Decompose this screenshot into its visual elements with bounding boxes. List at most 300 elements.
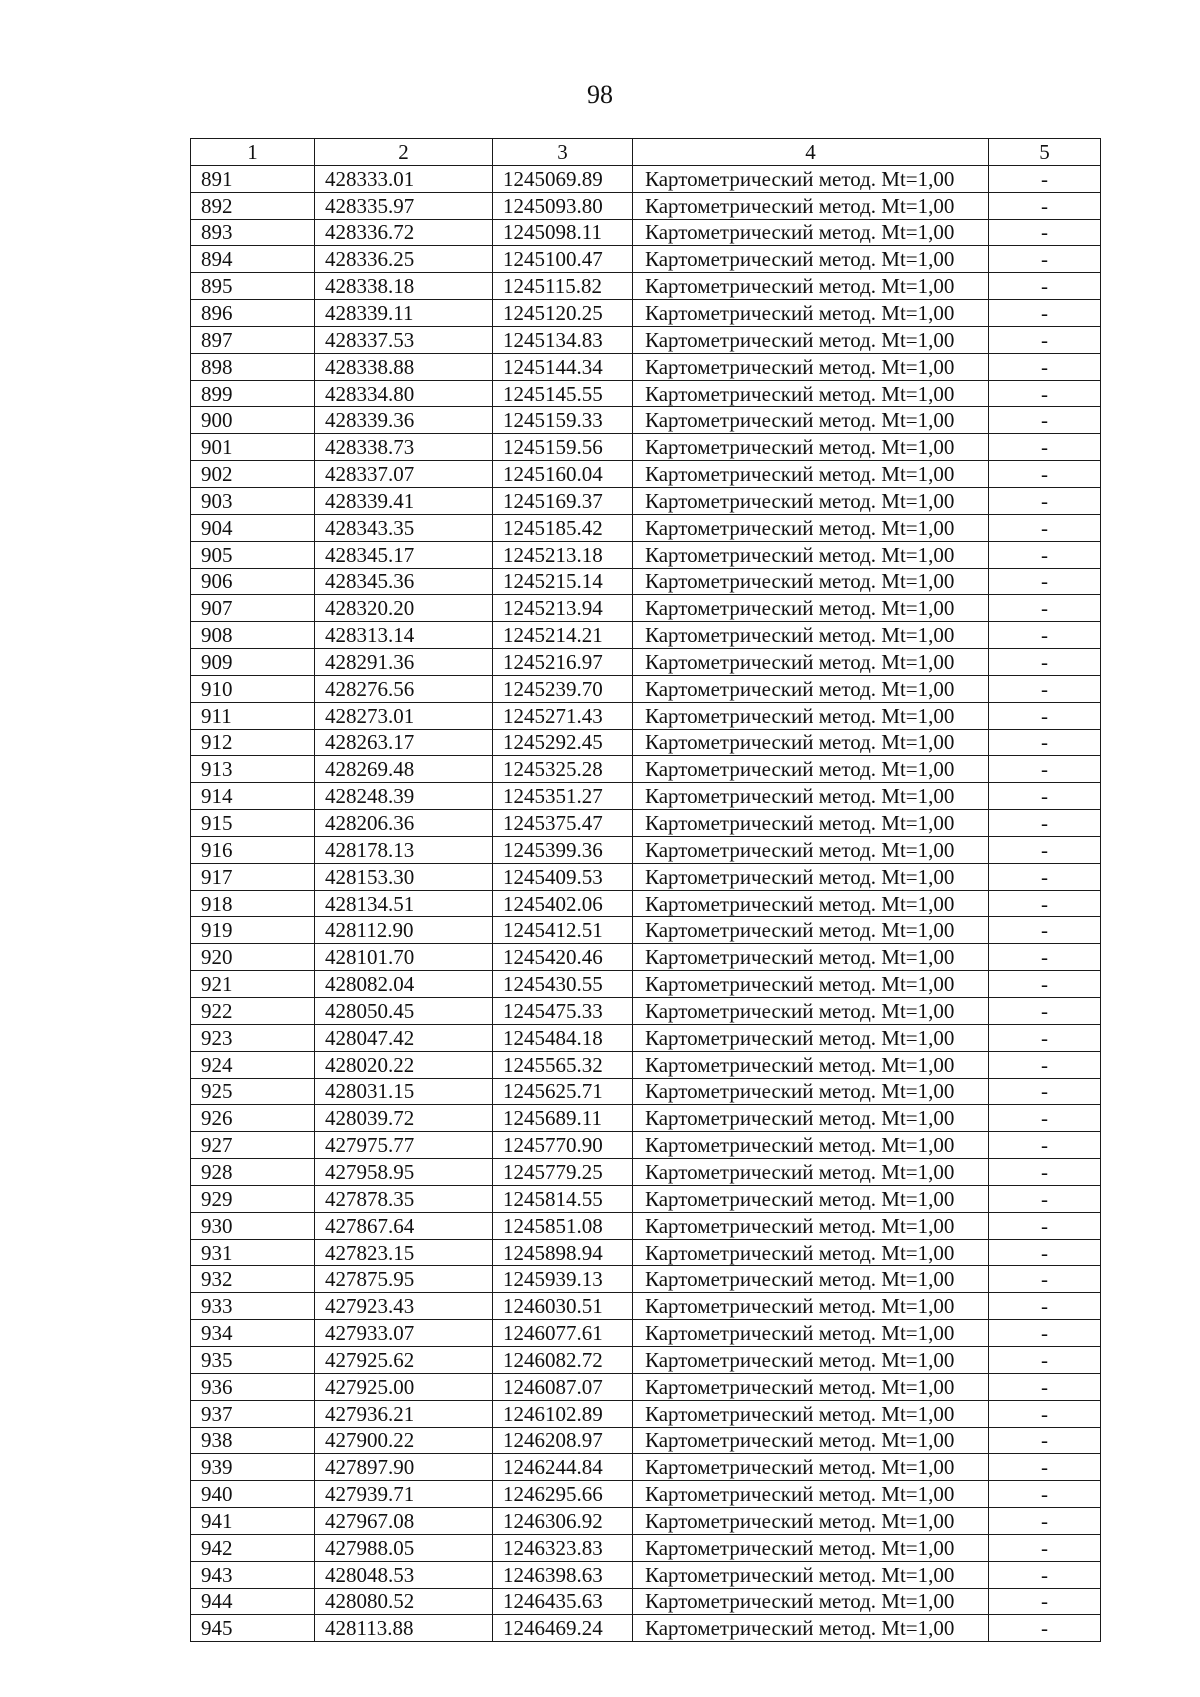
point-number-cell: 930 bbox=[191, 1212, 315, 1239]
method-cell: Картометрический метод. Mt=1,00 bbox=[633, 353, 989, 380]
remark-cell: - bbox=[989, 461, 1101, 488]
y-coordinate-cell: 1245292.45 bbox=[493, 729, 633, 756]
point-number-cell: 940 bbox=[191, 1481, 315, 1508]
x-coordinate-cell: 428269.48 bbox=[315, 756, 493, 783]
remark-cell: - bbox=[989, 1346, 1101, 1373]
method-cell: Картометрический метод. Mt=1,00 bbox=[633, 487, 989, 514]
remark-cell: - bbox=[989, 971, 1101, 998]
x-coordinate-cell: 427867.64 bbox=[315, 1212, 493, 1239]
table-row bbox=[191, 622, 1101, 649]
x-coordinate-cell: 428313.14 bbox=[315, 622, 493, 649]
x-coordinate-cell: 427925.00 bbox=[315, 1373, 493, 1400]
y-coordinate-cell: 1245412.51 bbox=[493, 917, 633, 944]
method-cell: Картометрический метод. Mt=1,00 bbox=[633, 514, 989, 541]
method-cell: Картометрический метод. Mt=1,00 bbox=[633, 219, 989, 246]
table-row bbox=[191, 1373, 1101, 1400]
y-coordinate-cell: 1245402.06 bbox=[493, 890, 633, 917]
table-row bbox=[191, 729, 1101, 756]
table-row bbox=[191, 783, 1101, 810]
method-cell: Картометрический метод. Mt=1,00 bbox=[633, 756, 989, 783]
table-row bbox=[191, 1024, 1101, 1051]
x-coordinate-cell: 428339.11 bbox=[315, 300, 493, 327]
table-row bbox=[191, 917, 1101, 944]
x-coordinate-cell: 427923.43 bbox=[315, 1293, 493, 1320]
x-coordinate-cell: 428113.88 bbox=[315, 1615, 493, 1642]
point-number-cell: 938 bbox=[191, 1427, 315, 1454]
method-cell: Картометрический метод. Mt=1,00 bbox=[633, 300, 989, 327]
method-cell: Картометрический метод. Mt=1,00 bbox=[633, 1051, 989, 1078]
x-coordinate-cell: 428337.53 bbox=[315, 326, 493, 353]
y-coordinate-cell: 1246208.97 bbox=[493, 1427, 633, 1454]
y-coordinate-cell: 1245215.14 bbox=[493, 568, 633, 595]
remark-cell: - bbox=[989, 1239, 1101, 1266]
point-number-cell: 893 bbox=[191, 219, 315, 246]
remark-cell: - bbox=[989, 756, 1101, 783]
table-row bbox=[191, 702, 1101, 729]
header-col-5: 5 bbox=[989, 139, 1101, 166]
table-row bbox=[191, 380, 1101, 407]
y-coordinate-cell: 1246087.07 bbox=[493, 1373, 633, 1400]
point-number-cell: 920 bbox=[191, 944, 315, 971]
method-cell: Картометрический метод. Mt=1,00 bbox=[633, 1454, 989, 1481]
point-number-cell: 933 bbox=[191, 1293, 315, 1320]
y-coordinate-cell: 1246295.66 bbox=[493, 1481, 633, 1508]
x-coordinate-cell: 427900.22 bbox=[315, 1427, 493, 1454]
method-cell: Картометрический метод. Mt=1,00 bbox=[633, 1078, 989, 1105]
y-coordinate-cell: 1246306.92 bbox=[493, 1508, 633, 1535]
page-number: 98 bbox=[587, 80, 613, 109]
remark-cell: - bbox=[989, 622, 1101, 649]
y-coordinate-cell: 1246323.83 bbox=[493, 1534, 633, 1561]
method-cell: Картометрический метод. Mt=1,00 bbox=[633, 917, 989, 944]
remark-cell: - bbox=[989, 1454, 1101, 1481]
method-cell: Картометрический метод. Mt=1,00 bbox=[633, 1159, 989, 1186]
method-cell: Картометрический метод. Mt=1,00 bbox=[633, 649, 989, 676]
table-row bbox=[191, 541, 1101, 568]
method-cell: Картометрический метод. Mt=1,00 bbox=[633, 407, 989, 434]
y-coordinate-cell: 1245409.53 bbox=[493, 863, 633, 890]
remark-cell: - bbox=[989, 649, 1101, 676]
table-row bbox=[191, 514, 1101, 541]
point-number-cell: 944 bbox=[191, 1588, 315, 1615]
y-coordinate-cell: 1246244.84 bbox=[493, 1454, 633, 1481]
x-coordinate-cell: 427897.90 bbox=[315, 1454, 493, 1481]
x-coordinate-cell: 428337.07 bbox=[315, 461, 493, 488]
method-cell: Картометрический метод. Mt=1,00 bbox=[633, 1132, 989, 1159]
remark-cell: - bbox=[989, 1293, 1101, 1320]
x-coordinate-cell: 428273.01 bbox=[315, 702, 493, 729]
remark-cell: - bbox=[989, 729, 1101, 756]
y-coordinate-cell: 1245185.42 bbox=[493, 514, 633, 541]
method-cell: Картометрический метод. Mt=1,00 bbox=[633, 944, 989, 971]
table-row bbox=[191, 1051, 1101, 1078]
point-number-cell: 905 bbox=[191, 541, 315, 568]
table-row bbox=[191, 434, 1101, 461]
y-coordinate-cell: 1245689.11 bbox=[493, 1105, 633, 1132]
table-row bbox=[191, 1481, 1101, 1508]
table-row bbox=[191, 890, 1101, 917]
x-coordinate-cell: 428335.97 bbox=[315, 192, 493, 219]
x-coordinate-cell: 428048.53 bbox=[315, 1561, 493, 1588]
method-cell: Картометрический метод. Mt=1,00 bbox=[633, 1346, 989, 1373]
point-number-cell: 941 bbox=[191, 1508, 315, 1535]
remark-cell: - bbox=[989, 246, 1101, 273]
remark-cell: - bbox=[989, 1212, 1101, 1239]
y-coordinate-cell: 1245271.43 bbox=[493, 702, 633, 729]
table-row bbox=[191, 1427, 1101, 1454]
point-number-cell: 926 bbox=[191, 1105, 315, 1132]
point-number-cell: 937 bbox=[191, 1400, 315, 1427]
x-coordinate-cell: 428112.90 bbox=[315, 917, 493, 944]
y-coordinate-cell: 1245351.27 bbox=[493, 783, 633, 810]
remark-cell: - bbox=[989, 1266, 1101, 1293]
point-number-cell: 942 bbox=[191, 1534, 315, 1561]
table-row bbox=[191, 461, 1101, 488]
x-coordinate-cell: 428333.01 bbox=[315, 165, 493, 192]
remark-cell: - bbox=[989, 1588, 1101, 1615]
coordinates-table bbox=[190, 138, 1101, 1642]
point-number-cell: 903 bbox=[191, 487, 315, 514]
table-row bbox=[191, 219, 1101, 246]
method-cell: Картометрический метод. Mt=1,00 bbox=[633, 1561, 989, 1588]
point-number-cell: 919 bbox=[191, 917, 315, 944]
y-coordinate-cell: 1246030.51 bbox=[493, 1293, 633, 1320]
remark-cell: - bbox=[989, 1534, 1101, 1561]
y-coordinate-cell: 1245484.18 bbox=[493, 1024, 633, 1051]
point-number-cell: 918 bbox=[191, 890, 315, 917]
x-coordinate-cell: 428248.39 bbox=[315, 783, 493, 810]
table-row bbox=[191, 863, 1101, 890]
method-cell: Картометрический метод. Mt=1,00 bbox=[633, 461, 989, 488]
header-col-1: 1 bbox=[191, 139, 315, 166]
point-number-cell: 917 bbox=[191, 863, 315, 890]
y-coordinate-cell: 1245216.97 bbox=[493, 649, 633, 676]
y-coordinate-cell: 1245159.33 bbox=[493, 407, 633, 434]
point-number-cell: 907 bbox=[191, 595, 315, 622]
method-cell: Картометрический метод. Mt=1,00 bbox=[633, 1239, 989, 1266]
x-coordinate-cell: 428031.15 bbox=[315, 1078, 493, 1105]
x-coordinate-cell: 427925.62 bbox=[315, 1346, 493, 1373]
table-row bbox=[191, 998, 1101, 1025]
table-row bbox=[191, 595, 1101, 622]
y-coordinate-cell: 1245144.34 bbox=[493, 353, 633, 380]
table-header-row bbox=[191, 139, 1101, 166]
point-number-cell: 931 bbox=[191, 1239, 315, 1266]
remark-cell: - bbox=[989, 1400, 1101, 1427]
table-row bbox=[191, 246, 1101, 273]
method-cell: Картометрический метод. Mt=1,00 bbox=[633, 1105, 989, 1132]
y-coordinate-cell: 1246082.72 bbox=[493, 1346, 633, 1373]
remark-cell: - bbox=[989, 192, 1101, 219]
table-row bbox=[191, 944, 1101, 971]
remark-cell: - bbox=[989, 353, 1101, 380]
point-number-cell: 925 bbox=[191, 1078, 315, 1105]
method-cell: Картометрический метод. Mt=1,00 bbox=[633, 702, 989, 729]
table-row bbox=[191, 1185, 1101, 1212]
y-coordinate-cell: 1245851.08 bbox=[493, 1212, 633, 1239]
y-coordinate-cell: 1245814.55 bbox=[493, 1185, 633, 1212]
remark-cell: - bbox=[989, 326, 1101, 353]
point-number-cell: 908 bbox=[191, 622, 315, 649]
x-coordinate-cell: 428338.18 bbox=[315, 273, 493, 300]
method-cell: Картометрический метод. Mt=1,00 bbox=[633, 1212, 989, 1239]
y-coordinate-cell: 1245169.37 bbox=[493, 487, 633, 514]
table-row bbox=[191, 756, 1101, 783]
y-coordinate-cell: 1245115.82 bbox=[493, 273, 633, 300]
remark-cell: - bbox=[989, 917, 1101, 944]
point-number-cell: 912 bbox=[191, 729, 315, 756]
method-cell: Картометрический метод. Mt=1,00 bbox=[633, 595, 989, 622]
point-number-cell: 904 bbox=[191, 514, 315, 541]
method-cell: Картометрический метод. Mt=1,00 bbox=[633, 729, 989, 756]
method-cell: Картометрический метод. Mt=1,00 bbox=[633, 1266, 989, 1293]
method-cell: Картометрический метод. Mt=1,00 bbox=[633, 675, 989, 702]
method-cell: Картометрический метод. Mt=1,00 bbox=[633, 1400, 989, 1427]
x-coordinate-cell: 428134.51 bbox=[315, 890, 493, 917]
y-coordinate-cell: 1245770.90 bbox=[493, 1132, 633, 1159]
table-row bbox=[191, 273, 1101, 300]
x-coordinate-cell: 428050.45 bbox=[315, 998, 493, 1025]
table-row bbox=[191, 1078, 1101, 1105]
x-coordinate-cell: 428082.04 bbox=[315, 971, 493, 998]
method-cell: Картометрический метод. Mt=1,00 bbox=[633, 541, 989, 568]
point-number-cell: 902 bbox=[191, 461, 315, 488]
y-coordinate-cell: 1246077.61 bbox=[493, 1320, 633, 1347]
x-coordinate-cell: 428339.41 bbox=[315, 487, 493, 514]
y-coordinate-cell: 1245239.70 bbox=[493, 675, 633, 702]
table-row bbox=[191, 1588, 1101, 1615]
point-number-cell: 939 bbox=[191, 1454, 315, 1481]
point-number-cell: 928 bbox=[191, 1159, 315, 1186]
method-cell: Картометрический метод. Mt=1,00 bbox=[633, 434, 989, 461]
method-cell: Картометрический метод. Mt=1,00 bbox=[633, 1293, 989, 1320]
remark-cell: - bbox=[989, 434, 1101, 461]
remark-cell: - bbox=[989, 380, 1101, 407]
y-coordinate-cell: 1245214.21 bbox=[493, 622, 633, 649]
table-row bbox=[191, 1561, 1101, 1588]
x-coordinate-cell: 428039.72 bbox=[315, 1105, 493, 1132]
point-number-cell: 921 bbox=[191, 971, 315, 998]
x-coordinate-cell: 428334.80 bbox=[315, 380, 493, 407]
point-number-cell: 936 bbox=[191, 1373, 315, 1400]
point-number-cell: 899 bbox=[191, 380, 315, 407]
point-number-cell: 911 bbox=[191, 702, 315, 729]
table-row bbox=[191, 1346, 1101, 1373]
table-row bbox=[191, 1454, 1101, 1481]
point-number-cell: 898 bbox=[191, 353, 315, 380]
method-cell: Картометрический метод. Mt=1,00 bbox=[633, 165, 989, 192]
header-col-3: 3 bbox=[493, 139, 633, 166]
point-number-cell: 945 bbox=[191, 1615, 315, 1642]
x-coordinate-cell: 428336.25 bbox=[315, 246, 493, 273]
table-row bbox=[191, 675, 1101, 702]
x-coordinate-cell: 427823.15 bbox=[315, 1239, 493, 1266]
method-cell: Картометрический метод. Mt=1,00 bbox=[633, 246, 989, 273]
point-number-cell: 901 bbox=[191, 434, 315, 461]
table-row bbox=[191, 1534, 1101, 1561]
y-coordinate-cell: 1245939.13 bbox=[493, 1266, 633, 1293]
point-number-cell: 943 bbox=[191, 1561, 315, 1588]
table-row bbox=[191, 836, 1101, 863]
y-coordinate-cell: 1245898.94 bbox=[493, 1239, 633, 1266]
remark-cell: - bbox=[989, 407, 1101, 434]
table-row bbox=[191, 649, 1101, 676]
remark-cell: - bbox=[989, 998, 1101, 1025]
remark-cell: - bbox=[989, 1132, 1101, 1159]
remark-cell: - bbox=[989, 1051, 1101, 1078]
x-coordinate-cell: 428153.30 bbox=[315, 863, 493, 890]
remark-cell: - bbox=[989, 165, 1101, 192]
point-number-cell: 891 bbox=[191, 165, 315, 192]
remark-cell: - bbox=[989, 675, 1101, 702]
x-coordinate-cell: 427975.77 bbox=[315, 1132, 493, 1159]
y-coordinate-cell: 1245375.47 bbox=[493, 810, 633, 837]
method-cell: Картометрический метод. Mt=1,00 bbox=[633, 1481, 989, 1508]
method-cell: Картометрический метод. Mt=1,00 bbox=[633, 1320, 989, 1347]
method-cell: Картометрический метод. Mt=1,00 bbox=[633, 568, 989, 595]
y-coordinate-cell: 1245120.25 bbox=[493, 300, 633, 327]
point-number-cell: 910 bbox=[191, 675, 315, 702]
y-coordinate-cell: 1246435.63 bbox=[493, 1588, 633, 1615]
method-cell: Картометрический метод. Mt=1,00 bbox=[633, 1534, 989, 1561]
point-number-cell: 927 bbox=[191, 1132, 315, 1159]
table-row bbox=[191, 1508, 1101, 1535]
y-coordinate-cell: 1245779.25 bbox=[493, 1159, 633, 1186]
table-row bbox=[191, 1159, 1101, 1186]
table-row bbox=[191, 1132, 1101, 1159]
table-row bbox=[191, 1239, 1101, 1266]
table-row bbox=[191, 1320, 1101, 1347]
point-number-cell: 906 bbox=[191, 568, 315, 595]
x-coordinate-cell: 428020.22 bbox=[315, 1051, 493, 1078]
method-cell: Картометрический метод. Mt=1,00 bbox=[633, 1508, 989, 1535]
y-coordinate-cell: 1245098.11 bbox=[493, 219, 633, 246]
x-coordinate-cell: 427988.05 bbox=[315, 1534, 493, 1561]
table-row bbox=[191, 192, 1101, 219]
method-cell: Картометрический метод. Mt=1,00 bbox=[633, 783, 989, 810]
remark-cell: - bbox=[989, 1427, 1101, 1454]
y-coordinate-cell: 1245134.83 bbox=[493, 326, 633, 353]
point-number-cell: 935 bbox=[191, 1346, 315, 1373]
x-coordinate-cell: 428320.20 bbox=[315, 595, 493, 622]
remark-cell: - bbox=[989, 1159, 1101, 1186]
remark-cell: - bbox=[989, 1561, 1101, 1588]
method-cell: Картометрический метод. Mt=1,00 bbox=[633, 192, 989, 219]
x-coordinate-cell: 428263.17 bbox=[315, 729, 493, 756]
x-coordinate-cell: 428101.70 bbox=[315, 944, 493, 971]
point-number-cell: 913 bbox=[191, 756, 315, 783]
table-row bbox=[191, 326, 1101, 353]
remark-cell: - bbox=[989, 702, 1101, 729]
table-row bbox=[191, 810, 1101, 837]
method-cell: Картометрический метод. Mt=1,00 bbox=[633, 890, 989, 917]
remark-cell: - bbox=[989, 836, 1101, 863]
y-coordinate-cell: 1245159.56 bbox=[493, 434, 633, 461]
remark-cell: - bbox=[989, 300, 1101, 327]
y-coordinate-cell: 1245399.36 bbox=[493, 836, 633, 863]
point-number-cell: 924 bbox=[191, 1051, 315, 1078]
y-coordinate-cell: 1246102.89 bbox=[493, 1400, 633, 1427]
remark-cell: - bbox=[989, 810, 1101, 837]
table-row bbox=[191, 1293, 1101, 1320]
remark-cell: - bbox=[989, 1481, 1101, 1508]
point-number-cell: 895 bbox=[191, 273, 315, 300]
x-coordinate-cell: 428291.36 bbox=[315, 649, 493, 676]
method-cell: Картометрический метод. Mt=1,00 bbox=[633, 863, 989, 890]
remark-cell: - bbox=[989, 1615, 1101, 1642]
x-coordinate-cell: 428345.36 bbox=[315, 568, 493, 595]
point-number-cell: 894 bbox=[191, 246, 315, 273]
y-coordinate-cell: 1245100.47 bbox=[493, 246, 633, 273]
x-coordinate-cell: 428206.36 bbox=[315, 810, 493, 837]
remark-cell: - bbox=[989, 944, 1101, 971]
point-number-cell: 932 bbox=[191, 1266, 315, 1293]
table-row bbox=[191, 1266, 1101, 1293]
point-number-cell: 897 bbox=[191, 326, 315, 353]
remark-cell: - bbox=[989, 219, 1101, 246]
header-col-4: 4 bbox=[633, 139, 989, 166]
point-number-cell: 896 bbox=[191, 300, 315, 327]
remark-cell: - bbox=[989, 1508, 1101, 1535]
remark-cell: - bbox=[989, 487, 1101, 514]
x-coordinate-cell: 428080.52 bbox=[315, 1588, 493, 1615]
method-cell: Картометрический метод. Mt=1,00 bbox=[633, 1427, 989, 1454]
remark-cell: - bbox=[989, 1105, 1101, 1132]
x-coordinate-cell: 427958.95 bbox=[315, 1159, 493, 1186]
remark-cell: - bbox=[989, 1078, 1101, 1105]
x-coordinate-cell: 428343.35 bbox=[315, 514, 493, 541]
x-coordinate-cell: 428178.13 bbox=[315, 836, 493, 863]
y-coordinate-cell: 1245325.28 bbox=[493, 756, 633, 783]
x-coordinate-cell: 427875.95 bbox=[315, 1266, 493, 1293]
table-row bbox=[191, 568, 1101, 595]
point-number-cell: 915 bbox=[191, 810, 315, 837]
remark-cell: - bbox=[989, 863, 1101, 890]
y-coordinate-cell: 1245625.71 bbox=[493, 1078, 633, 1105]
y-coordinate-cell: 1245475.33 bbox=[493, 998, 633, 1025]
y-coordinate-cell: 1245565.32 bbox=[493, 1051, 633, 1078]
remark-cell: - bbox=[989, 1373, 1101, 1400]
remark-cell: - bbox=[989, 568, 1101, 595]
y-coordinate-cell: 1245420.46 bbox=[493, 944, 633, 971]
x-coordinate-cell: 427967.08 bbox=[315, 1508, 493, 1535]
table-row bbox=[191, 1400, 1101, 1427]
method-cell: Картометрический метод. Mt=1,00 bbox=[633, 326, 989, 353]
table-body bbox=[191, 165, 1101, 1641]
method-cell: Картометрический метод. Mt=1,00 bbox=[633, 1024, 989, 1051]
table-row bbox=[191, 971, 1101, 998]
method-cell: Картометрический метод. Mt=1,00 bbox=[633, 622, 989, 649]
x-coordinate-cell: 428338.88 bbox=[315, 353, 493, 380]
method-cell: Картометрический метод. Mt=1,00 bbox=[633, 1588, 989, 1615]
x-coordinate-cell: 428338.73 bbox=[315, 434, 493, 461]
remark-cell: - bbox=[989, 1185, 1101, 1212]
method-cell: Картометрический метод. Mt=1,00 bbox=[633, 810, 989, 837]
remark-cell: - bbox=[989, 1024, 1101, 1051]
y-coordinate-cell: 1245069.89 bbox=[493, 165, 633, 192]
point-number-cell: 916 bbox=[191, 836, 315, 863]
remark-cell: - bbox=[989, 595, 1101, 622]
x-coordinate-cell: 427939.71 bbox=[315, 1481, 493, 1508]
y-coordinate-cell: 1246398.63 bbox=[493, 1561, 633, 1588]
table-row bbox=[191, 353, 1101, 380]
x-coordinate-cell: 428336.72 bbox=[315, 219, 493, 246]
y-coordinate-cell: 1245160.04 bbox=[493, 461, 633, 488]
method-cell: Картометрический метод. Mt=1,00 bbox=[633, 836, 989, 863]
x-coordinate-cell: 428339.36 bbox=[315, 407, 493, 434]
point-number-cell: 892 bbox=[191, 192, 315, 219]
point-number-cell: 900 bbox=[191, 407, 315, 434]
